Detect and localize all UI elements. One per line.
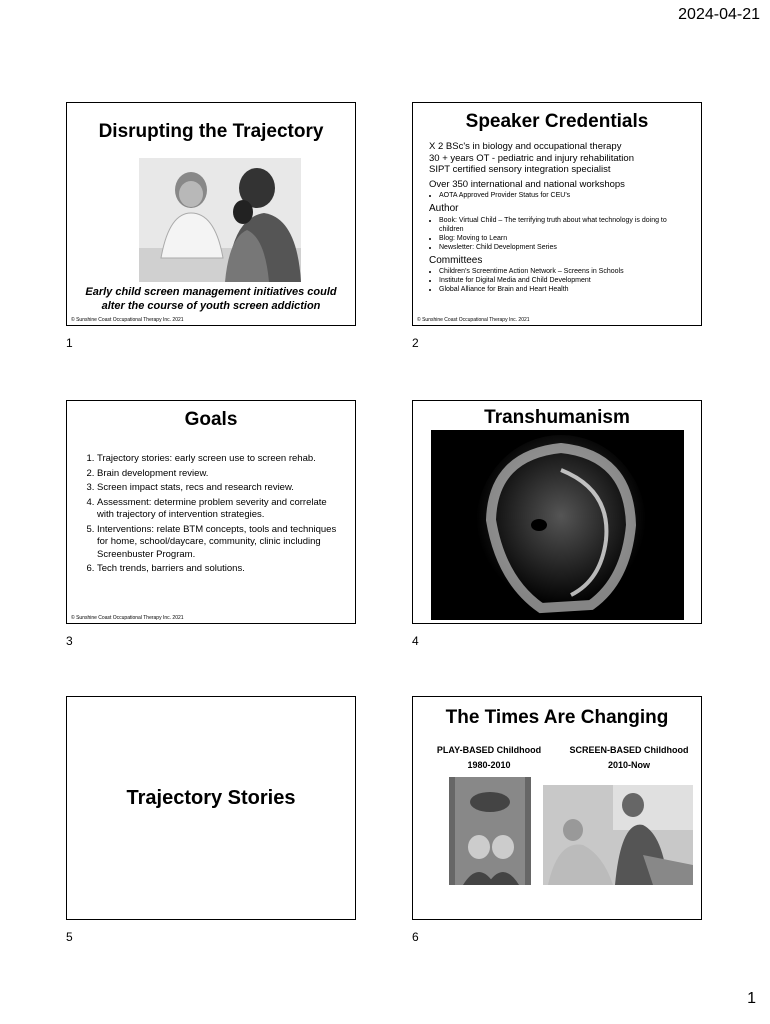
goals-list (75, 453, 345, 578)
committee-bullets (429, 267, 693, 294)
list-item: 5. Interventions: relate BTM concepts, tools and techniques for home, school/daycare, community, clinic including Screenbuster Program. (97, 524, 345, 562)
credential-line: SIPT certified sensory integration specialist (429, 164, 611, 175)
list-item: • Book: Virtual Child – The terrifying truth about what technology is doing to children (439, 216, 693, 234)
credential-line: X 2 BSc's in biology and occupational therapy (429, 141, 622, 152)
list-item: 6. Tech trends, barriers and solutions. (97, 563, 345, 576)
column-heading: SCREEN-BASED Childhood (569, 745, 689, 755)
author-heading: Author (429, 203, 459, 214)
list-item: 2. Brain development review. (97, 468, 345, 481)
slide-number: 6 (412, 930, 419, 944)
play-based-photo (449, 777, 531, 885)
print-date: 2024-04-21 (678, 6, 760, 23)
slide-5 (66, 696, 356, 920)
slide-subtitle-line2: alter the course of youth screen addiction (101, 300, 321, 312)
list-item: 3. Screen impact stats, recs and research review. (97, 482, 345, 495)
credentials-list (429, 141, 693, 297)
page-number: 1 (747, 990, 756, 1007)
list-item: • Global Alliance for Brain and Heart Health (439, 285, 693, 294)
list-item: • AOTA Approved Provider Status for CEU's (439, 191, 693, 200)
list-item: • Children's Screentime Action Network – Screens in Schools (439, 267, 693, 276)
slide-title: Trajectory Stories (126, 787, 296, 809)
slide-title: Disrupting the Trajectory (98, 121, 324, 142)
slide-6 (412, 696, 702, 920)
slide-1 (66, 102, 356, 326)
credential-line: 30 + years OT - pediatric and injury rehabilitation (429, 152, 634, 164)
copyright-note: © Sunshine Coast Occupational Therapy Inc. 2021 (71, 615, 184, 621)
list-item: • Institute for Digital Media and Child Development (439, 276, 693, 285)
list-item: 4. Assessment: determine problem severity and correlate with trajectory of intervention strategies. (97, 497, 345, 522)
slide-4 (412, 400, 702, 624)
transhuman-head-image (431, 430, 684, 620)
credential-line: Over 350 international and national workshops (429, 178, 625, 190)
slide-number: 5 (66, 930, 73, 944)
column-years: 2010-Now (607, 760, 651, 770)
copyright-note: © Sunshine Coast Occupational Therapy Inc. 2021 (417, 317, 530, 323)
author-bullets (429, 216, 693, 252)
list-item: • Newsletter: Child Development Series (439, 243, 693, 252)
doctor-child-photo (139, 158, 301, 282)
slide-number: 3 (66, 634, 73, 648)
list-item: • Blog: Moving to Learn (439, 234, 693, 243)
column-heading: PLAY-BASED Childhood (436, 745, 542, 755)
slide-title: Speaker Credentials (465, 111, 649, 132)
slide-title: Transhumanism (484, 407, 630, 428)
play-based-column (421, 743, 557, 773)
column-years: 1980-2010 (467, 760, 511, 770)
slide-3 (66, 400, 356, 624)
committees-heading: Committees (429, 254, 483, 266)
slide-number: 4 (412, 634, 419, 648)
slide-2 (412, 102, 702, 326)
workshop-bullets (429, 191, 693, 200)
screen-based-photo (543, 785, 693, 885)
slide-subtitle-line1: Early child screen management initiatives could (85, 286, 337, 298)
list-item: 1. Trajectory stories: early screen use to screen rehab. (97, 453, 345, 466)
copyright-note: © Sunshine Coast Occupational Therapy Inc. 2021 (71, 317, 184, 323)
slide-title: Goals (184, 409, 238, 430)
slide-title: The Times Are Changing (445, 707, 669, 728)
slide-number: 2 (412, 336, 419, 350)
slide-number: 1 (66, 336, 73, 350)
screen-based-column (561, 743, 697, 773)
